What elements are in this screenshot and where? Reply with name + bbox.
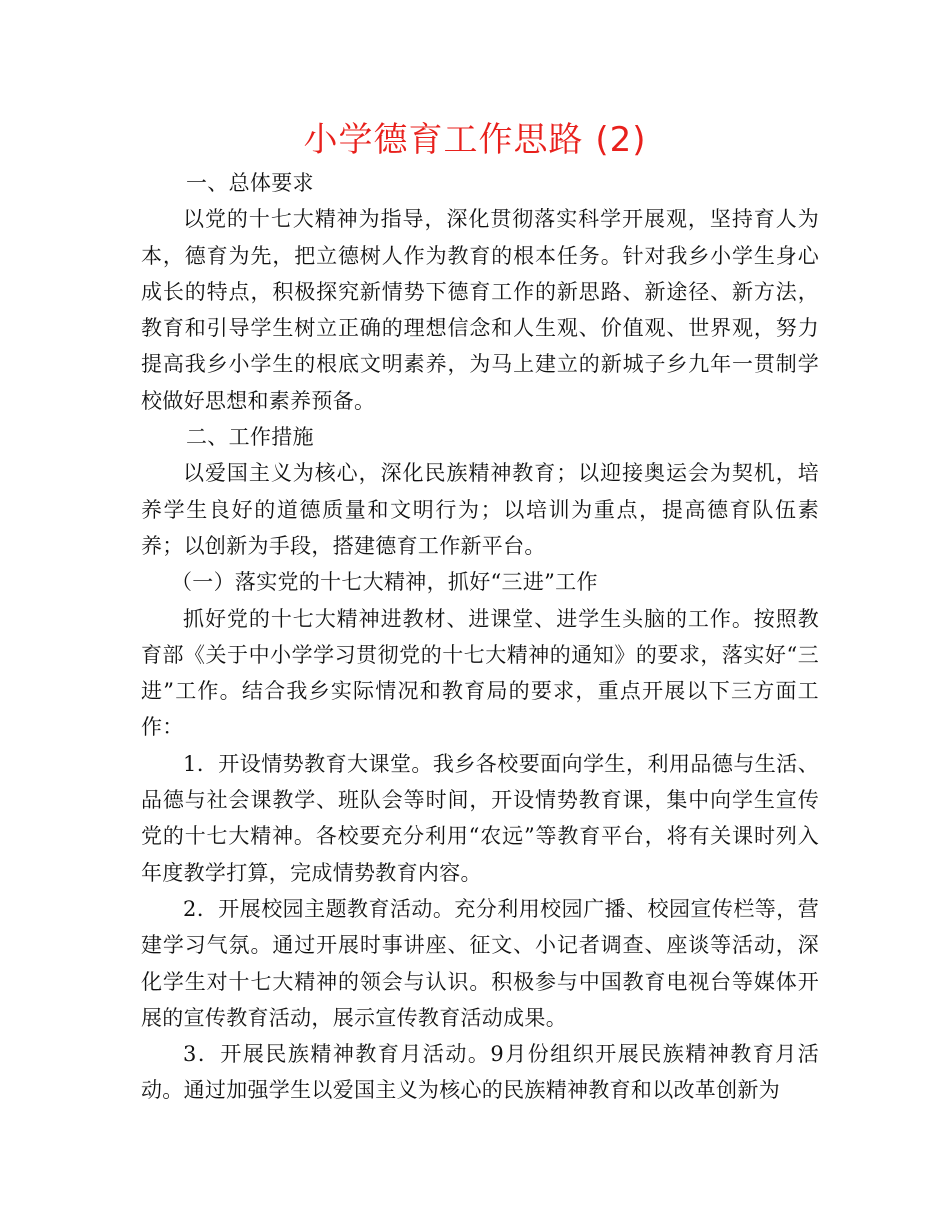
section-heading: 一、总体要求	[186, 171, 314, 195]
body-paragraph: 以爱国主义为核心，深化民族精神教育；以迎接奥运会为契机，培养学生良好的道德质量和文明行为；以培训为重点，提高德育队伍素养；以创新为手段，搭建德育工作新平台。	[141, 461, 819, 558]
list-item-paragraph: 2．开展校园主题教育活动。充分利用校园广播、校园宣传栏等，营建学习气氛。通过开展时事讲座、征文、小记者调查、座谈等活动，深化学生对十七大精神的领会与认识。积极参与中国教育电视台等媒体开展的宣传教育活动，展示宣传教育活动成果。	[141, 896, 819, 1030]
body-paragraph: 以党的十七大精神为指导，深化贯彻落实科学开展观，坚持育人为本，德育为先，把立德树人作为教育的根本任务。针对我乡小学生身心成长的特点，积极探究新情势下德育工作的新思路、新途径、新方法，教育和引导学生树立正确的理想信念和人生观、价值观、世界观，努力提高我乡小学生的根底文明素养，为马上建立的新城子乡九年一贯制学校做好思想和素养预备。	[141, 207, 819, 413]
list-item-paragraph: 1．开设情势教育大课堂。我乡各校要面向学生，利用品德与生活、品德与社会课教学、班队会等时间，开设情势教育课，集中向学生宣传党的十七大精神。各校要充分利用“农远”等教育平台，将有关课时列入年度教学打算，完成情势教育内容。	[141, 751, 819, 885]
document-body	[141, 165, 819, 1109]
document-title: 小学德育工作思路 (2)	[303, 120, 647, 160]
subsection-heading: （一）落实党的十七大精神，抓好“三进”工作	[171, 570, 598, 595]
body-paragraph: 抓好党的十七大精神进教材、进课堂、进学生头脑的工作。按照教育部《关于中小学学习贯彻党的十七大精神的通知》的要求，落实好“三进”工作。结合我乡实际情况和教育局的要求，重点开展以下三方面工作：	[141, 606, 819, 740]
list-item-paragraph: 3．开展民族精神教育月活动。9月份组织开展民族精神教育月活动。通过加强学生以爱国主义为核心的民族精神教育和以改革创新为	[141, 1042, 819, 1103]
section-heading: 二、工作措施	[186, 425, 314, 450]
